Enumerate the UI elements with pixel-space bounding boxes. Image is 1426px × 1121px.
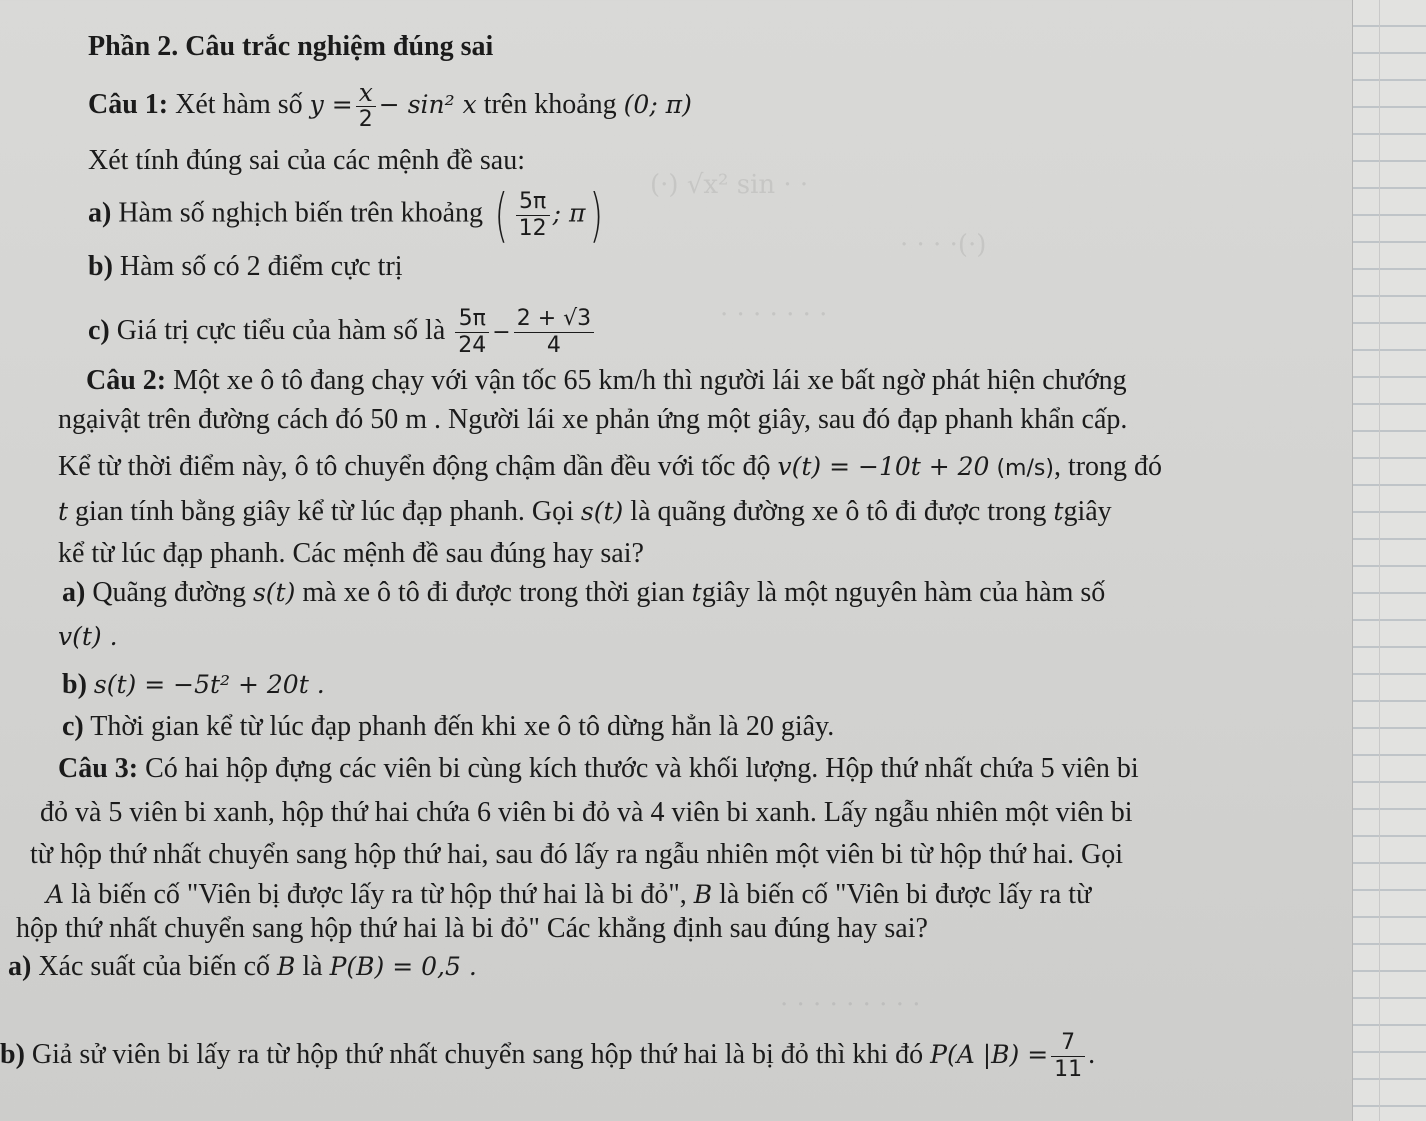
q3-b-fraction: $\frac{7}{11}$ [1051, 1030, 1085, 1083]
part-title: Phần 2. Câu trắc nghiệm đúng sai [88, 31, 494, 62]
q1-c-fraction-1: $\frac{5\pi}{24}$ [455, 306, 489, 359]
q1-intro: Xét hàm số [175, 88, 303, 120]
q1-option-b: b) Hàm số có 2 điểm cực trị [88, 251, 403, 282]
q2-line-1: Câu 2: Một xe ô tô đang chạy với vận tốc 65 km/h thì người lái xe bất ngờ phát hiện chướng [86, 365, 1127, 396]
q1-label: Câu 1: [88, 88, 169, 120]
q1-func-lhs: y = [309, 89, 353, 119]
q1-interval: (0; π) [623, 89, 692, 119]
q2-option-a: a) Quãng đường s(t) mà xe ô tô đi được trong thời gian tgiây là một nguyên hàm của hàm số [62, 577, 1106, 608]
q1-interval-text: trên khoảng [483, 88, 617, 120]
q3-line-2: đỏ và 5 viên bi xanh, hộp thứ hai chứa 6 viên bi đỏ và 4 viên bi xanh. Lấy ngẫu nhiên một viên bi [40, 797, 1133, 828]
q2-option-a-cont: v(t) . [58, 622, 118, 651]
q1-option-c: c) Giá trị cực tiểu của hàm số là $\frac{5\pi}{24}$ − $\frac{2 + √3}{4}$ [88, 306, 597, 359]
notebook-paper-edge [1352, 0, 1426, 1121]
q2-line-5: kể từ lúc đạp phanh. Các mệnh đề sau đúng hay sai? [58, 538, 644, 569]
q1-a-fraction: $\frac{5\pi}{12}$ [516, 189, 550, 242]
q1-func-rest: − sin² x [378, 89, 477, 119]
bleed-through: (·) √x² sin · · [650, 170, 809, 200]
q1-statement [88, 80, 692, 133]
q1-prompt: Xét tính đúng sai của các mệnh đề sau: [88, 145, 525, 176]
bleed-through: · · · ·(·) [900, 230, 987, 260]
q2-label: Câu 2: [86, 365, 167, 396]
q3-line-1: Câu 3: Có hai hộp đựng các viên bi cùng kích thước và khối lượng. Hộp thứ nhất chứa 5 viên bi [58, 753, 1139, 784]
q2-line-4: t gian tính bằng giây kể từ lúc đạp phanh. Gọi s(t) là quãng đường xe ô tô đi được trong tgiây [58, 496, 1112, 527]
q1-option-a: a) Hàm số nghịch biến trên khoảng ( $\frac{5\pi}{12}$ ; π) [88, 181, 604, 249]
bleed-through: · · · · · · · [720, 300, 828, 330]
q3-line-4: A là biến cố "Viên bị được lấy ra từ hộp thứ hai là bi đỏ", B là biến cố "Viên bi được lấy ra từ [46, 879, 1092, 910]
q2-option-c: c) Thời gian kể từ lúc đạp phanh đến khi xe ô tô dừng hẳn là 20 giây. [62, 711, 835, 742]
q2-option-b: b) s(t) = −5t² + 20t . [62, 669, 325, 700]
q1-func-fraction: $\frac{x}{2}$ [356, 80, 376, 133]
q1-c-fraction-2: $\frac{2 + √3}{4}$ [514, 306, 594, 359]
q3-option-b: b) Giả sử viên bi lấy ra từ hộp thứ nhất chuyển sang hộp thứ hai là bị đỏ thì khi đó P(A |B) = $\frac{7}{11}$ . [0, 1030, 1096, 1082]
q3-line-5: hộp thứ nhất chuyển sang hộp thứ hai là bi đỏ" Các khẳng định sau đúng hay sai? [16, 913, 928, 944]
q3-option-a: a) Xác suất của biến cố B là P(B) = 0,5 . [8, 951, 477, 982]
q3-label: Câu 3: [58, 753, 139, 784]
bleed-through: · · · · · · · · · [780, 990, 921, 1020]
q3-line-3: từ hộp thứ nhất chuyển sang hộp thứ hai, sau đó lấy ra ngẫu nhiên một viên bi từ hộp thứ hai. Gọi [30, 839, 1124, 870]
q2-line-3: Kể từ thời điểm này, ô tô chuyển động chậm dần đều với tốc độ v(t) = −10t + 20 (m/s), trong đó [58, 451, 1163, 482]
q2-line-2: ngạivật trên đường cách đó 50 m . Người lái xe phản ứng một giây, sau đó đạp phanh khẩn cấp. [58, 404, 1128, 435]
